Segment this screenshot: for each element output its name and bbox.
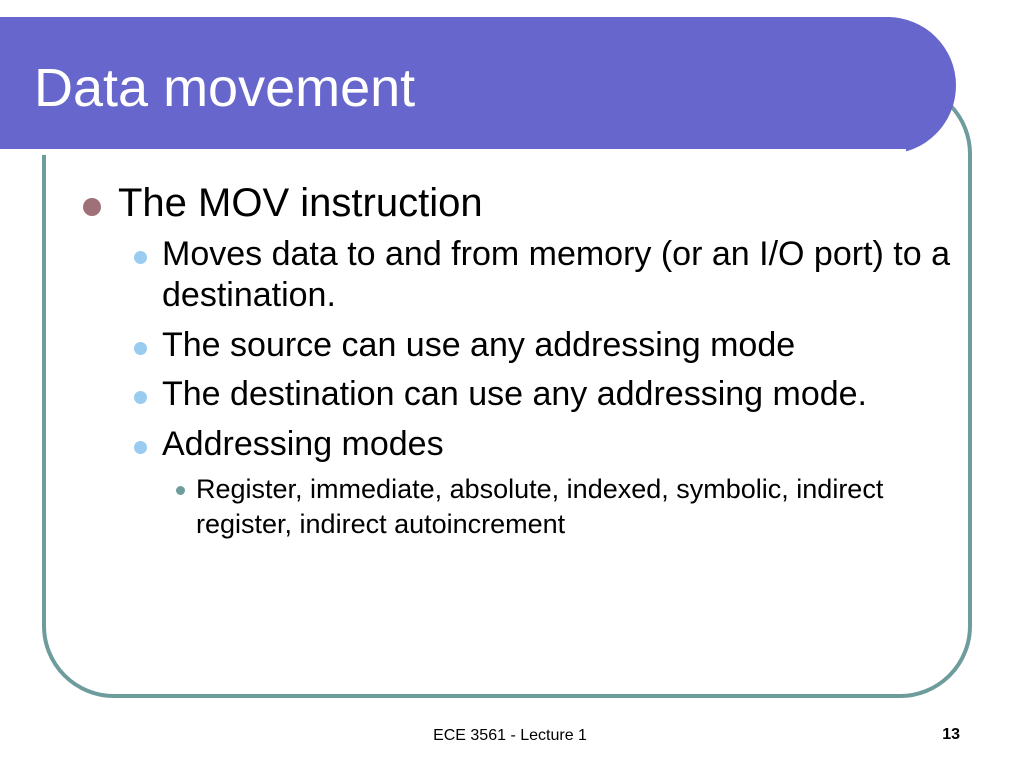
- sub-bullet-moves-data: [132, 234, 950, 316]
- sub-bullet-list: [132, 234, 950, 542]
- bullet-dot-icon: [83, 198, 101, 216]
- bullet-dot-icon: [134, 342, 147, 355]
- sub-bullet-text: The source can use any addressing mode: [162, 325, 796, 364]
- sub-bullet-text: Addressing modes: [162, 425, 444, 464]
- slide-title: Data movement: [34, 58, 416, 118]
- title-bar: [0, 17, 956, 154]
- sub-bullet-text: Moves data to and from memory (or an I/O port) to a destination.: [162, 235, 950, 314]
- slide-body: [80, 180, 950, 542]
- title-underline: [0, 149, 906, 155]
- bullet-dot-icon: [134, 391, 147, 404]
- sub-sub-bullet-modes-list: [174, 472, 950, 542]
- sub-bullet-addressing-modes: [132, 424, 950, 465]
- bullet-dot-icon: [134, 441, 147, 454]
- sub-bullet-source: [132, 325, 950, 366]
- bullet-text: The MOV instruction: [118, 181, 483, 225]
- page-number: 13: [942, 726, 960, 743]
- sub-bullet-text: The destination can use any addressing mode.: [162, 375, 868, 414]
- sub-bullet-destination: [132, 374, 950, 415]
- sub-sub-bullet-text: Register, immediate, absolute, indexed, symbolic, indirect register, indirect autoincrement: [196, 473, 884, 540]
- footer-lecture-label: ECE 3561 - Lecture 1: [433, 727, 587, 744]
- bullet-dot-icon: [176, 486, 185, 495]
- bullet-dot-icon: [134, 251, 147, 264]
- sub-sub-bullet-list: [174, 472, 950, 542]
- bullet-mov-instruction: [80, 180, 950, 226]
